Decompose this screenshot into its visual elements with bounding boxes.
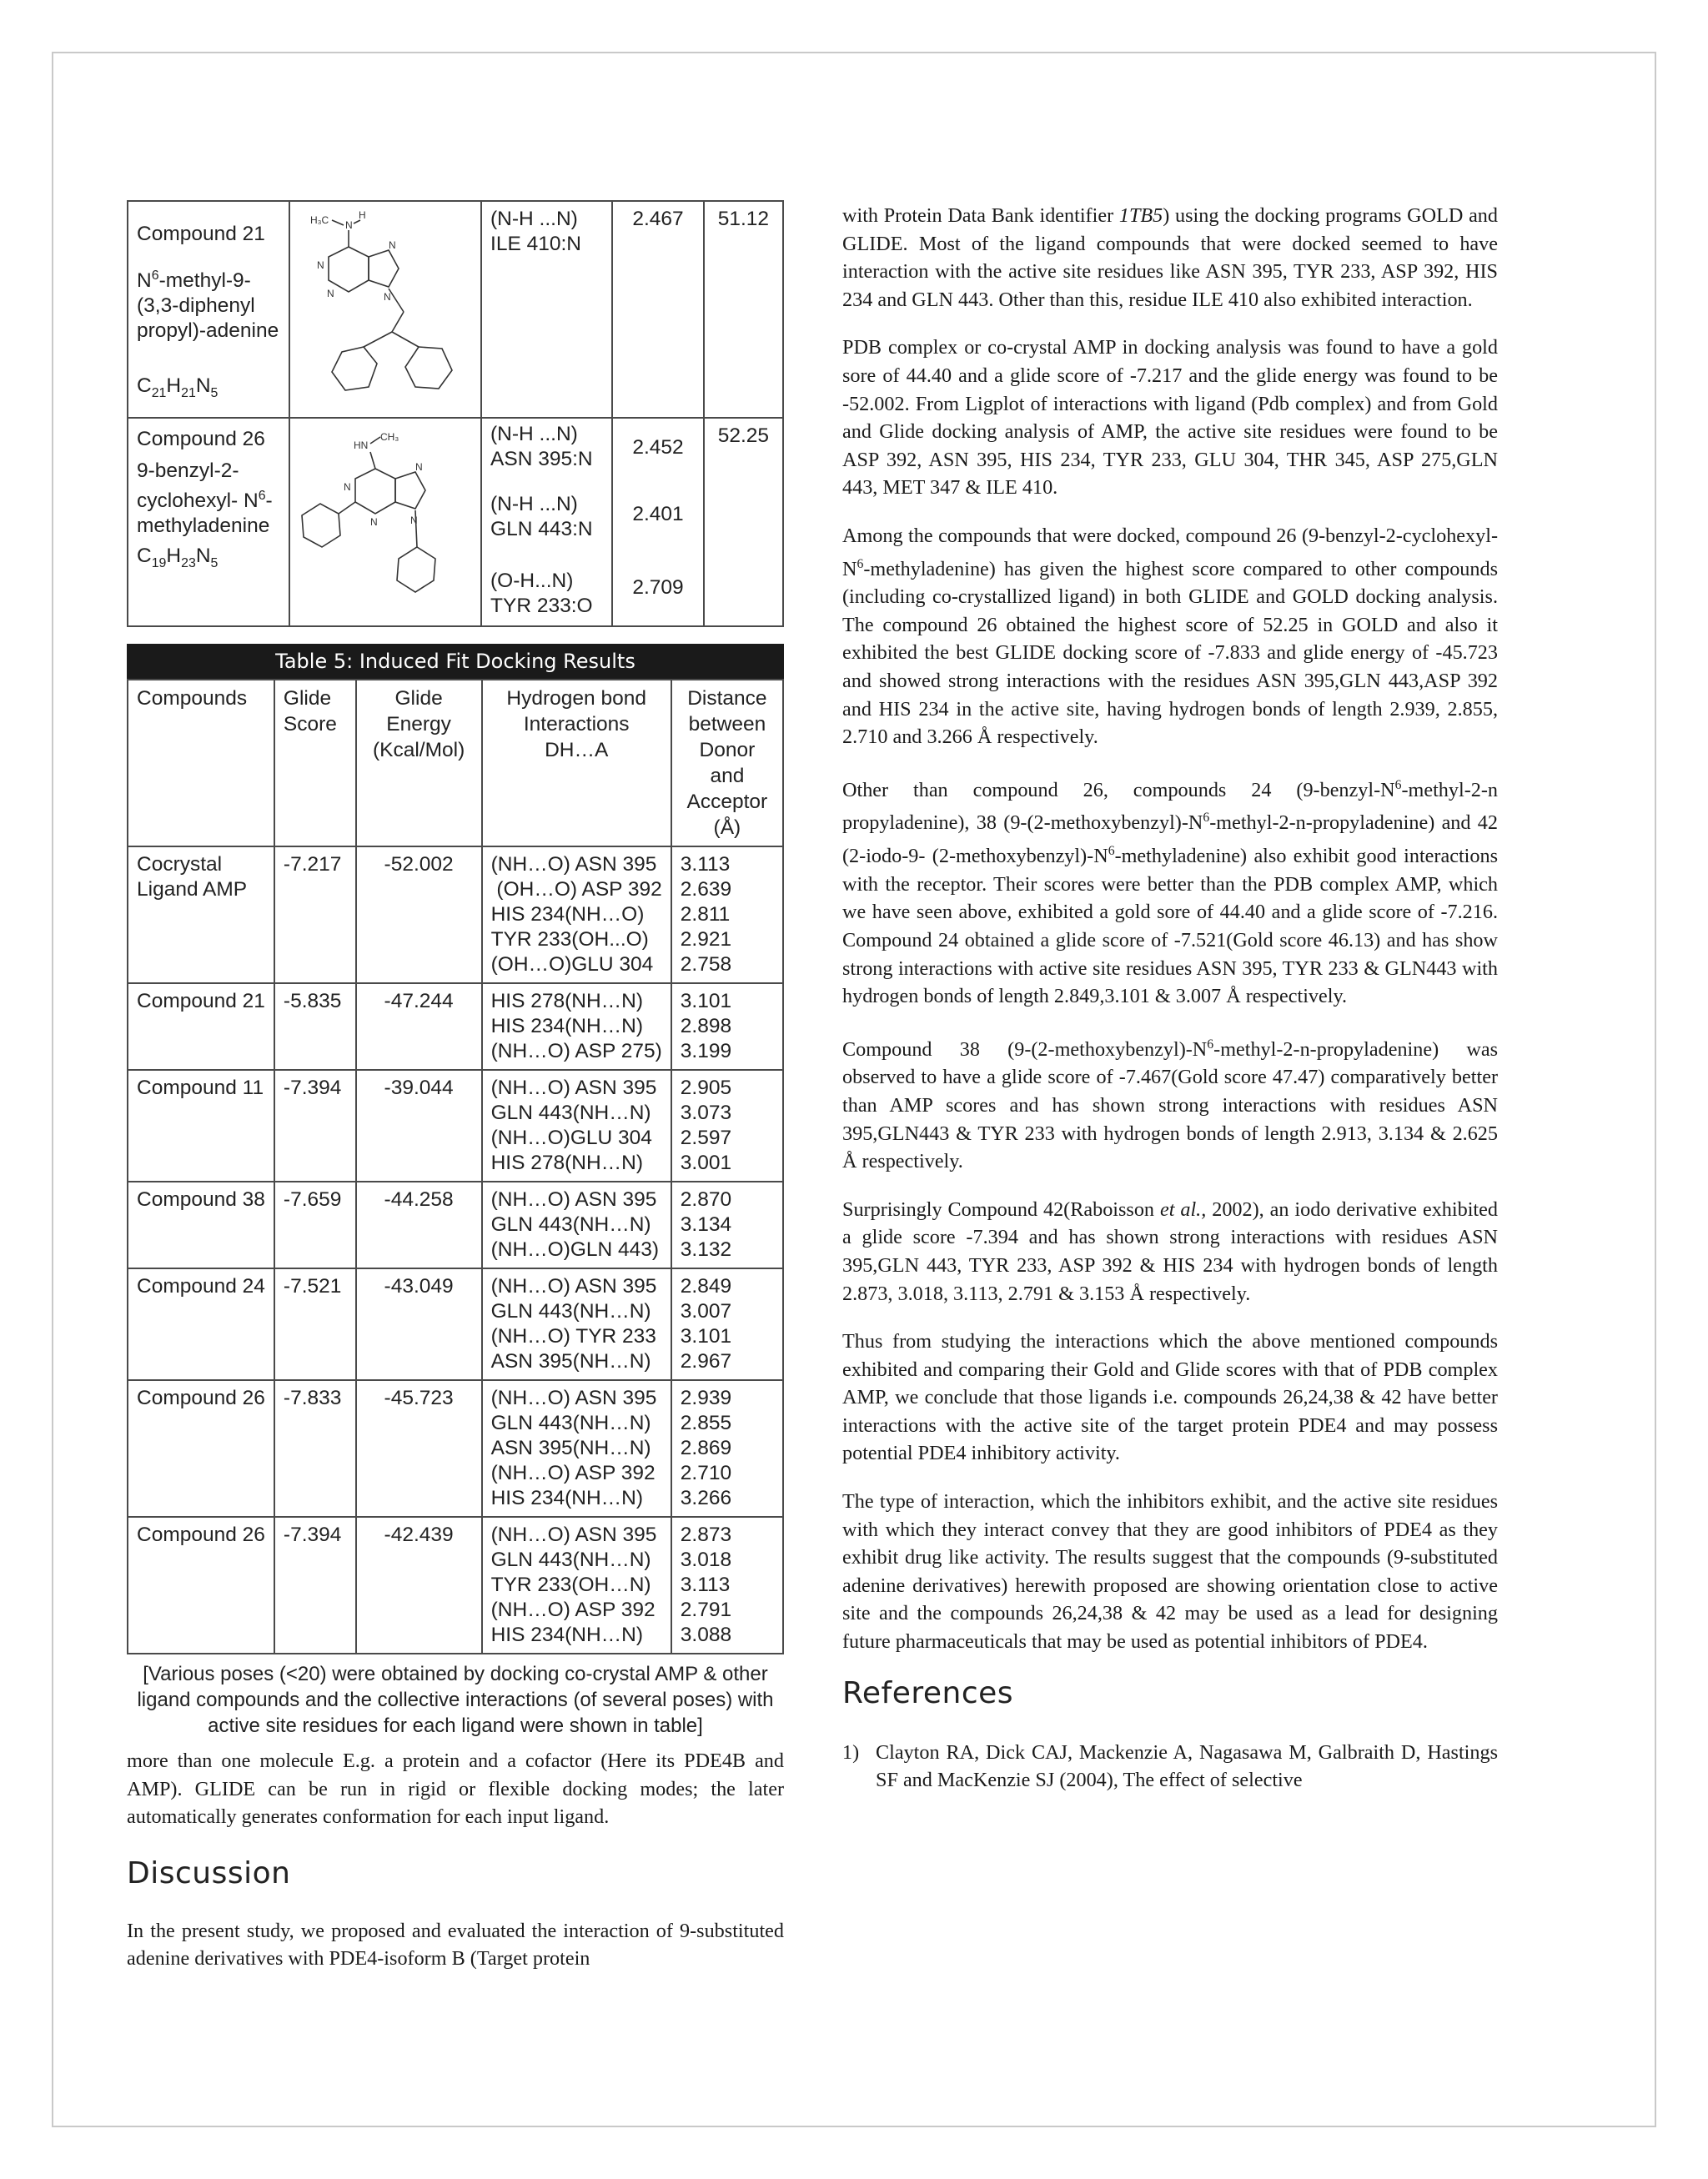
table5-title: Table 5: Induced Fit Docking Results bbox=[127, 644, 784, 679]
cell-compound: Compound 38 bbox=[128, 1182, 274, 1268]
cell-compound: Compound 26 bbox=[128, 1517, 274, 1654]
para-5: Compound 38 $(9-(2-methoxybenzyl)-N^6-methyl-2-n-propyladenine)$ was observed to have a glide score of -7.467(Gold score 47.47) comparatively better than AMP scores and has shown strong interactions with residues ASN 395,GLN443 & TYR 233 with hydrogen bonds of length 2.913, 3.134 & 2.625 Å respectively. bbox=[842, 1037, 1498, 1173]
para-continue: more than one molecule E.g. a protein and a cofactor (Here its PDE4B and AMP). GLIDE can be run in rigid or flexible docking modes; the later automatically generates conformation for each input ligand. bbox=[127, 1750, 784, 1829]
interaction-cell: (N-H ...N) ILE 410:N bbox=[481, 201, 612, 418]
reference-1 bbox=[842, 1739, 1498, 1795]
score-cell: 52.25 bbox=[704, 418, 783, 626]
table5-caption: [Various poses (<20) were obtained by docking co-crystal AMP & other ligand compounds and the collective interactions (of several poses) with active site residues for each ligand were shown in table] bbox=[137, 1663, 774, 1737]
distance-cell: 2.467 bbox=[612, 201, 704, 418]
cell-hbond: HIS 278(NH…N) HIS 234(NH…N) (NH…O) ASP 275) bbox=[482, 983, 671, 1070]
cell-compound: Compound 21 bbox=[128, 983, 274, 1070]
molecule-structure-21 bbox=[294, 205, 460, 414]
cell-glide-energy: -43.049 bbox=[356, 1268, 482, 1380]
structure-cell bbox=[289, 201, 481, 418]
col-header-glide-score: Glide Score bbox=[274, 680, 356, 846]
left-column bbox=[127, 200, 784, 1993]
cell-distance: 2.873 3.018 3.113 2.791 3.088 bbox=[671, 1517, 783, 1654]
col-header-glide-energy: Glide Energy (Kcal/Mol) bbox=[356, 680, 482, 846]
para-6: Surprisingly Compound 42(Raboisson et al., 2002), an iodo derivative exhibited a glide score -7.394 and has shown strong interactions with residues ASN 395,GLN 443, TYR 233, ASP 392 & HIS 234 with hydrogen bonds of length 2.873, 3.018, 3.113, 2.791 & 3.153 Å respectively. bbox=[842, 1197, 1498, 1305]
para-3: Among the compounds that were docked, compound 26 $(9-benzyl-2-cyclohexyl-N^6-methyladenine)$ has given the highest score compared to other compounds (including co-crystallized ligand) in both GLIDE and GOLD docking analysis. The compound 26 obtained the highest score of 52.25 in GOLD and also it exhibited the best GLIDE docking score of -7.833 and glide energy of -45.723 and showed strong interactions with the residues ASN 395,GLN 443,ASP 392 and HIS 234 in the active site, having hydrogen bonds of length 2.939, 2.855, 2.710 and 3.266 Å respectively. bbox=[842, 524, 1498, 749]
table-header-row bbox=[128, 680, 783, 846]
compound-structure-table bbox=[127, 200, 784, 627]
table-row bbox=[128, 418, 783, 626]
cell-distance: 2.905 3.073 2.597 3.001 bbox=[671, 1070, 783, 1182]
compound-iupac: 9-benzyl-2-cyclohexyl- $N^6$-methyladenine bbox=[137, 459, 273, 538]
svg-text:N: N bbox=[370, 516, 379, 528]
cell-compound: Compound 11 bbox=[128, 1070, 274, 1182]
structure-cell bbox=[289, 418, 481, 626]
right-column bbox=[842, 202, 1498, 1795]
cell-glide-energy: -42.439 bbox=[356, 1517, 482, 1654]
cell-hbond: (NH…O) ASN 395 GLN 443(NH…N) ASN 395(NH…N) (NH…O) ASP 392 HIS 234(NH…N) bbox=[482, 1380, 671, 1517]
discussion-para: In the present study, we proposed and evaluated the interaction of 9-substituted adenine derivatives with PDE4-isoform B (Target protein bbox=[127, 1919, 784, 1971]
cell-glide-score: -7.217 bbox=[274, 846, 356, 983]
cell-glide-score: -7.659 bbox=[274, 1182, 356, 1268]
table-row bbox=[128, 1517, 783, 1654]
table-row bbox=[128, 1268, 783, 1380]
svg-text:N: N bbox=[327, 288, 335, 299]
para-2: PDB complex or co-crystal AMP in docking analysis was found to have a gold sore of 44.40 and a glide score of -7.217 and the glide energy was found to be -52.002. From Ligplot of interactions with ligand (Pdb complex) and from Gold and Glide docking analysis of AMP, the active site residues were found to be ASP 392, ASN 395, HIS 234, TYR 233, GLU 304, THR 345, ASP 275,GLN 443, MET 347 & ILE 410. bbox=[842, 336, 1498, 500]
table-row bbox=[128, 1182, 783, 1268]
cell-distance: 3.113 2.639 2.811 2.921 2.758 bbox=[671, 846, 783, 983]
cell-distance: 3.101 2.898 3.199 bbox=[671, 983, 783, 1070]
svg-text:N: N bbox=[345, 219, 354, 231]
references-heading: References bbox=[842, 1675, 1014, 1710]
para-7: Thus from studying the interactions which the above mentioned compounds exhibited and comparing their Gold and Glide scores with that of PDB complex AMP, we conclude that those ligands i.e. compounds 26,24,38 & 42 have better interactions with the active site of the target protein PDE4 and may possess potential PDE4 inhibitory activity. bbox=[842, 1330, 1498, 1465]
col-header-distance: Distance between Donor and Acceptor (Å) bbox=[671, 680, 783, 846]
cell-distance: 2.939 2.855 2.869 2.710 3.266 bbox=[671, 1380, 783, 1517]
score-cell: 51.12 bbox=[704, 201, 783, 418]
table-row bbox=[128, 201, 783, 418]
para-4: Other than compound 26, compounds 24 ($9-benzyl-N^6-methyl-2-n$ propyladenine), 38 $(9-(2-methoxybenzyl)-N^6-methyl-2-n-propyladenine)$ and 42 (2-iodo-9- $(2-methoxybenzyl)-N^6-methyladenine$) also exhibit good interactions with the receptor. Their scores were better than the PDB complex AMP, which we have seen above, exhibited a gold sore of 44.40 and a glide score of -7.216. Compound 24 obtained a glide score of -7.521(Gold score 46.13) and has show strong interactions with active site residues ASN 395, TYR 233 & GLN443 with hydrogen bonds of length 2.849,3.101 & 3.007 Å respectively. bbox=[842, 777, 1498, 1008]
table-row bbox=[128, 846, 783, 983]
col-header-hbond: Hydrogen bond Interactions DH…A bbox=[482, 680, 671, 846]
compound-formula: $C_{21}H_{21}N_5$ bbox=[137, 374, 219, 401]
table-row bbox=[128, 1380, 783, 1517]
cell-distance: 2.849 3.007 3.101 2.967 bbox=[671, 1268, 783, 1380]
svg-text:H₃C: H₃C bbox=[310, 214, 329, 226]
para-8: The type of interaction, which the inhibitors exhibit, and the active site residues with which they interact convey that they are good inhibitors of PDE4 as they exhibit drug like activity. The results suggest that the compounds (9-substituted adenine derivatives) herewith proposed are showing orientation close to active site and the compounds 26,24,38 & 42 may be used as a lead for designing future pharmaceuticals that may be used as potential inhibitors of PDE4. bbox=[842, 1490, 1498, 1654]
interaction-cell: (N-H ...N) ASN 395:N (N-H ...N) GLN 443:N (O-H...N) TYR 233:O bbox=[481, 418, 612, 626]
cell-hbond: (NH…O) ASN 395 GLN 443(NH…N) (NH…O)GLN 443) bbox=[482, 1182, 671, 1268]
svg-text:HN: HN bbox=[354, 439, 369, 451]
cell-distance: 2.870 3.134 3.132 bbox=[671, 1182, 783, 1268]
compound-formula: $C_{19}H_{23}N_5$ bbox=[137, 545, 219, 571]
para-1: with Protein Data Bank identifier 1TB5) using the docking programs GOLD and GLIDE. Most of the ligand compounds that were docked seemed to have interaction with the active site residues like ASN 395, TYR 233, ASP 392, HIS 234 and GLN 443. Other than this, residue ILE 410 also exhibited interaction. bbox=[842, 204, 1498, 311]
distance-cell: 2.452 2.401 2.709 bbox=[612, 418, 704, 626]
cell-compound: Compound 24 bbox=[128, 1268, 274, 1380]
svg-text:CH₃: CH₃ bbox=[380, 431, 399, 443]
molecule-structure-26 bbox=[294, 422, 460, 622]
cell-glide-score: -7.833 bbox=[274, 1380, 356, 1517]
reference-number: 1) bbox=[842, 1740, 860, 1764]
compound-cell bbox=[128, 418, 289, 626]
cell-glide-score: -7.394 bbox=[274, 1070, 356, 1182]
cell-hbond: (NH…O) ASN 395 (OH…O) ASP 392 HIS 234(NH…O) TYR 233(OH...O) (OH…O)GLU 304 bbox=[482, 846, 671, 983]
cell-glide-score: -5.835 bbox=[274, 983, 356, 1070]
induced-fit-table bbox=[127, 679, 784, 1654]
svg-text:N: N bbox=[415, 461, 424, 473]
table5-body bbox=[128, 846, 783, 1654]
reference-text: Clayton RA, Dick CAJ, Mackenzie A, Nagasawa M, Galbraith D, Hastings SF and MacKenzie SJ (2004), The effect of selective bbox=[876, 1740, 1498, 1792]
table-row bbox=[128, 983, 783, 1070]
cell-glide-energy: -39.044 bbox=[356, 1070, 482, 1182]
cell-compound: Compound 26 bbox=[128, 1380, 274, 1517]
cell-hbond: (NH…O) ASN 395 GLN 443(NH…N) TYR 233(OH…N) (NH…O) ASP 392 HIS 234(NH…N) bbox=[482, 1517, 671, 1654]
svg-text:N: N bbox=[384, 291, 392, 303]
discussion-heading: Discussion bbox=[127, 1855, 291, 1890]
cell-glide-score: -7.394 bbox=[274, 1517, 356, 1654]
compound-name: Compound 21 bbox=[137, 223, 265, 245]
cell-hbond: (NH…O) ASN 395 GLN 443(NH…N) (NH…O)GLU 304 HIS 278(NH…N) bbox=[482, 1070, 671, 1182]
cell-glide-energy: -45.723 bbox=[356, 1380, 482, 1517]
cell-glide-energy: -52.002 bbox=[356, 846, 482, 983]
cell-glide-score: -7.521 bbox=[274, 1268, 356, 1380]
compound-cell bbox=[128, 201, 289, 418]
col-header-compounds: Compounds bbox=[128, 680, 274, 846]
svg-text:H: H bbox=[359, 209, 367, 221]
svg-text:N: N bbox=[410, 515, 419, 526]
table-row bbox=[128, 1070, 783, 1182]
cell-hbond: (NH…O) ASN 395 GLN 443(NH…N) (NH…O) TYR 233 ASN 395(NH…N) bbox=[482, 1268, 671, 1380]
svg-text:N: N bbox=[344, 481, 352, 493]
svg-text:N: N bbox=[389, 239, 397, 251]
svg-text:N: N bbox=[317, 259, 325, 271]
cell-glide-energy: -44.258 bbox=[356, 1182, 482, 1268]
compound-name: Compound 26 bbox=[137, 428, 265, 450]
compound-iupac: $N^6-methyl-9-$ (3,3-diphenyl propyl)-adenine bbox=[137, 269, 279, 343]
cell-compound: Cocrystal Ligand AMP bbox=[128, 846, 274, 983]
cell-glide-energy: -47.244 bbox=[356, 983, 482, 1070]
